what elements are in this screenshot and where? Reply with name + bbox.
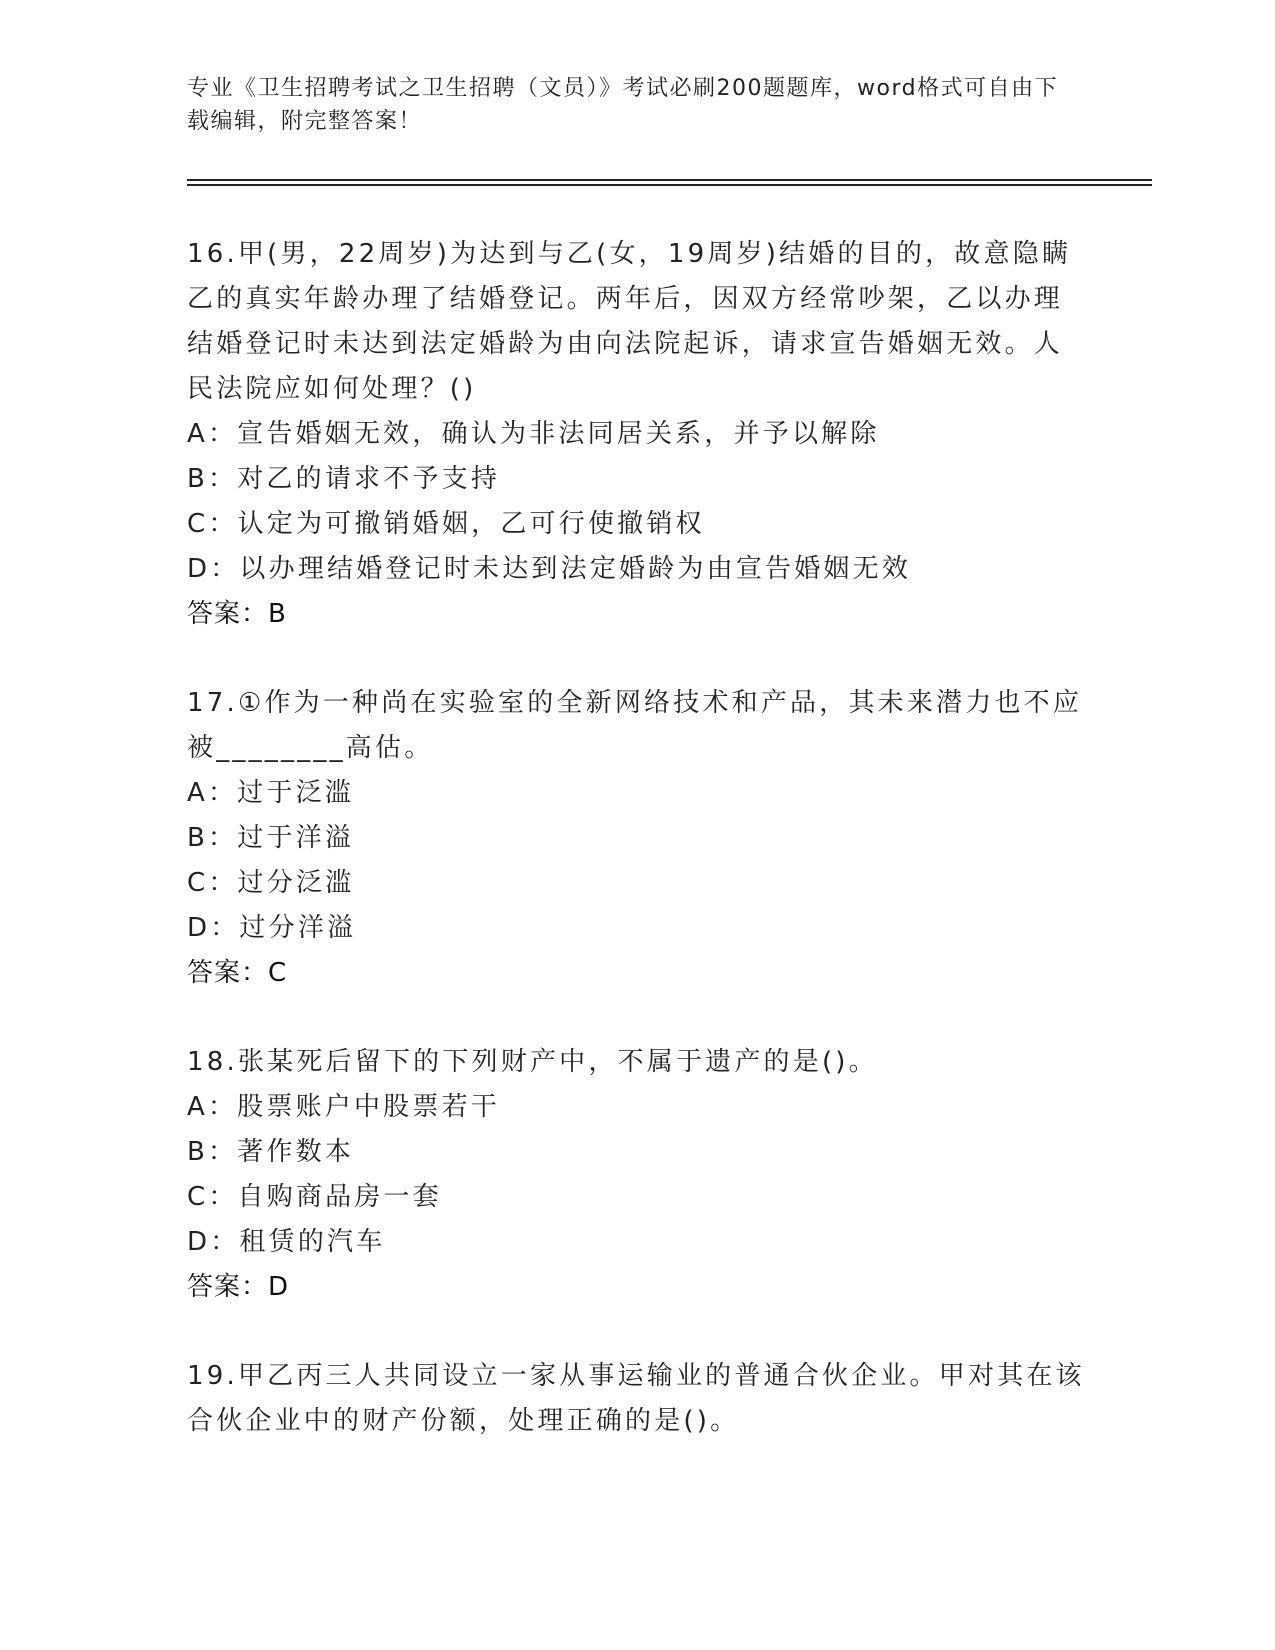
option-d: D：租赁的汽车 (187, 1227, 386, 1257)
answer-line: 答案：B (187, 599, 287, 629)
question-stem: 18.张某死后留下的下列财产中，不属于遗产的是()。 (187, 1047, 878, 1077)
question-stem: 16.甲(男，22周岁)为达到与乙(女，19周岁)结婚的目的，故意隐瞒乙的真实年龄办理了结婚登记。两年后，因双方经常吵架，乙以办理结婚登记时未达到法定婚龄为由向法院起诉，请求宣告婚姻无效。人民法院应如何处理？() (187, 239, 1072, 404)
question-18 (187, 1040, 1087, 1310)
answer-line: 答案：C (187, 958, 288, 988)
option-b: B：过于洋溢 (187, 823, 355, 853)
question-stem: 17.①作为一种尚在实验室的全新网络技术和产品，其未来潜力也不应被________高估。 (187, 688, 1083, 763)
question-stem: 19.甲乙丙三人共同设立一家从事运输业的普通合伙企业。甲对其在该合伙企业中的财产份额，处理正确的是()。 (187, 1361, 1085, 1436)
answer-line: 答案：D (187, 1272, 290, 1302)
question-list (187, 232, 1087, 1488)
option-c: C：认定为可撤销婚姻，乙可行使撤销权 (187, 509, 705, 539)
option-a: A：过于泛滥 (187, 778, 354, 808)
header-divider-bottom (187, 184, 1152, 186)
option-d: D：以办理结婚登记时未达到法定婚龄为由宣告婚姻无效 (187, 554, 912, 584)
option-b: B：对乙的请求不予支持 (187, 464, 501, 494)
option-c: C：过分泛滥 (187, 868, 355, 898)
question-19 (187, 1354, 1087, 1444)
option-b: B：著作数本 (187, 1137, 355, 1167)
header-divider-top (187, 179, 1152, 181)
option-a: A：股票账户中股票若干 (187, 1092, 500, 1122)
option-c: C：自购商品房一套 (187, 1182, 442, 1212)
option-a: A：宣告婚姻无效，确认为非法同居关系，并予以解除 (187, 419, 880, 449)
question-16 (187, 232, 1087, 637)
question-17 (187, 681, 1087, 996)
document-header: 专业《卫生招聘考试之卫生招聘（文员）》考试必刷200题题库，word格式可自由下载编辑，附完整答案！ (187, 76, 1059, 134)
option-d: D：过分洋溢 (187, 913, 357, 943)
